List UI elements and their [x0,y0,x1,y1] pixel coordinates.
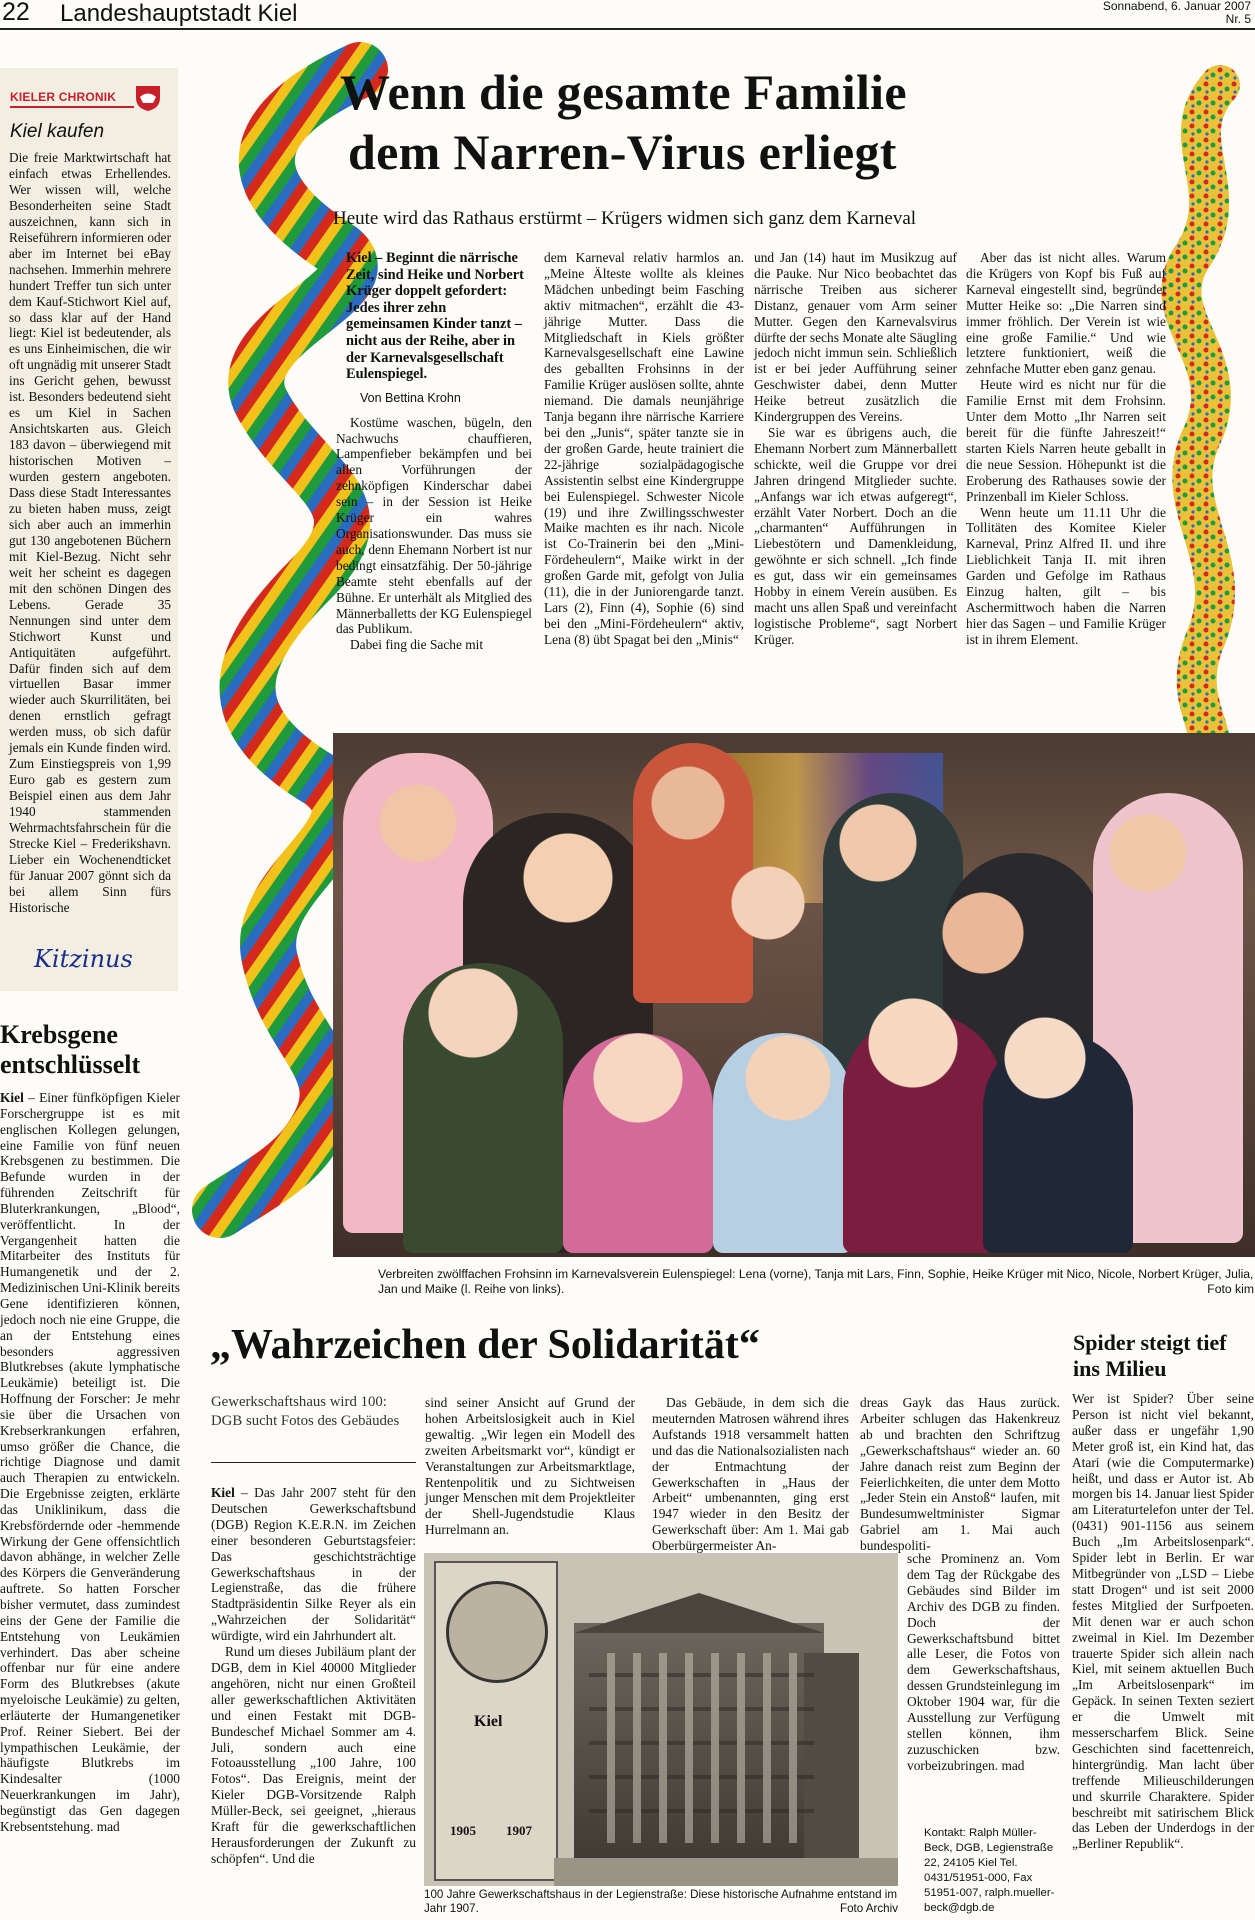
building-roof [574,1593,824,1633]
family-photo-caption-text: Verbreiten zwölffachen Frohsinn im Karnevalsverein Eulenspiegel: Lena (vorne), Tanja mit Lars, Finn, Sophie, Heike Krüger mit Nico, Nicole, Norbert Krüger, Julia, Jan und Maike (l. Reihe von links). [378,1267,1254,1296]
krebs-body-text: – Einer fünfköpfigen Kieler Forschergruppe ist es mit englischen Kollegen gelungen, eine Familie von fünf neuen Krebsgenen zu bestimmen. Die Befunde wurden in der führenden Zeitschrift für Bluterkrankungen, „Blood“, veröffentlicht. In der Vergangenheit hatten die Mitarbeiter des Instituts für Humangenetik und der 2. Medizinischen Uni-Klinik bereits Gene identifizieren können, jedoch noch nie eine Gruppe, die an der Entstehung eines besonders aggressiven Blutkrebses (akute lymphatische Leukämie) beteiligt ist. Die Hoffnung der Forscher: Je mehr sie über die Ursachen von Krebserkrankungen erfahren, umso größer die Chance, die richtige Diagnose und damit auch Therapien zu entwickeln. Die Ergebnisse zeigten, erklärte das Uniklinikum, dass die Krebsfördernde oder -hemmende Wirkung der Gene offensichtlich davon abhänge, in welcher Zelle des Körpers die Genveränderung auftrete. So hatten Forscher bisher vermutet, dass zumindest eins der Gene der Familie die Entstehung von Leukämien verhindert. Das aber scheine offenbar nur für eine andere Form des Blutkrebses (akute myeloische Leukämie) zu gelten, erläuterte der Humangenetiker Prof. Reiner Siebert. Bei der lympathischen Leukämie, der häufigste Blutkrebs im Kindesalter (1000 Neuerkrankungen im Jahr), begünstigt das Gen dagegen Krebsentstehung. mad [0,1090,180,1834]
dgb-lead-word: Kiel [211,1485,235,1500]
postcard-year-left: 1905 [450,1823,476,1838]
dgb-col4-p1: dreas Gayk das Haus zurück. Arbeiter schlugen das Hakenkreuz ab und brachten den Schriftzug „Gewerkschaftshaus“ wieder an. 60 Jahre danach reist zum Beginn der Feierlichkeiten, die unter dem Motto „Jeder Stein ein Anstoß“ laufen, mit Bundesumweltminister Sigmar Gabriel am 1. Mai auch bundespoliti- [860,1395,1060,1554]
main-lead: Kiel – Beginnt die närrische Zeit, sind Heike und Norbert Krüger doppelt gefordert: Jedes ihrer zehn gemeinsamen Kinder tanzt – nicht aus der Reihe, aber in der Karnevalsgesellschaft Eulenspiegel. [346,250,524,383]
header-rule [0,28,1255,30]
gewerkschaftshaus-credit: Foto Archiv [840,1902,898,1915]
confetti-ribbon-right [1160,80,1250,770]
family-photo-caption [378,1267,1254,1297]
chronik-logo [10,84,170,112]
main-subheadline: Heute wird das Rathaus erstürmt – Krügers widmen sich ganz dem Karneval [333,208,917,229]
main-byline: Von Bettina Krohn [360,390,461,405]
dgb-col1-p2: Rund um dieses Jubiläum plant der DGB, dem in Kiel 40000 Mitglieder angehören, nicht nur einen Großteil aller gewerkschaftlichen Aktivitäten und einen Festakt mit DGB-Bundeschef Michael Sommer am 4. Juli, sondern auch eine Fotoausstellung „100 Jahre, 100 Fotos“. Das Ereignis, meint der Kieler DGB-Vorsitzende Ralph Müller-Beck, sei geeignet, „hieraus Kraft für die gewerkschaftlichen Herausforderungen der Zukunft zu schöpfen“. Und die [211,1644,416,1866]
main-col4-p2: Heute wird es nicht nur für die Familie Ernst mit dem Frohsinn. Unter dem Motto „Ihr Narren seit bereit für die fünfte Jahreszeit!“ starten Kiels Narren heute geballt in die neue Session. Höhepunkt ist die Eroberung des Rathauses sowie der Prinzenball im Kieler Schloss. [966,377,1166,504]
family-photo-credit: Foto kim [1207,1282,1254,1296]
dgb-sub-rule [211,1462,416,1463]
dgb-col-3 [652,1395,849,1554]
spider-body: Wer ist Spider? Über seine Person ist nicht viel bekannt, außer dass er ungefähr 1,90 Meter groß ist, ein Kind hat, das Atari (wie die Computermarke) heißt, und dass er Autor ist. Ab morgen bis 14. Januar liest Spider am Literaturtelefon unter der Tel. (0431) 901-1156 aus seinem Buch „Im Arbeitslosenpark“. Spider lebt in Berlin. Er war Mitbegründer von „LSD – Liebe statt Drogen“ und ist seit 2000 festes Mitglied der Surfpoeten. Mit denen war er auch schon zweimal in Kiel. Im Dezember trauerte Spider sich allein nach Kiel, mit seinem aktuellen Buch „Im Arbeitslosenpark“ im Gepäck. In seinen Texten seziert er die Umwelt mit messerscharfem Blick. Seine Geschichten sind facettenreich, hintergründig. Man lacht über treffende Milieuschilderungen und skurrile Charaktere. Spider beschreibt mit satirischem Blick das Leben der Underdogs in der „Berliner Republik“. [1072,1391,1254,1852]
main-col-3 [754,250,957,720]
chronik-title: Kiel kaufen [10,121,105,142]
chronik-body: Die freie Marktwirtschaft hat einfach etwas Erhellendes. Wer wissen will, welche Besonderheiten seine Stadt auszeichnen, kann sich in Reiseführern informieren oder aber im Internet bei eBay nachsehen. Immerhin mehrere hundert Treffer tun sich unter dem Kauf-Stichwort Kiel auf, so dass klar auf der Hand liegt: Kiel ist bedeutender, als es uns Einheimischen, die wir oft ungnädig mit unserer Stadt ins Gericht gehen, bewusst ist. Besonders bedeutend sieht es um Kiel in Sachen Ansichtskarten aus. Gleich 183 davon – überwiegend mit historischen Motiven – wurden gestern angeboten. Dass diese Stadt Interessantes zu bieten haben muss, zeigt sich aber auch an immerhin gut 130 angebotenen Büchern mit Kiel-Bezug. Nicht sehr weit her scheint es dagegen mit den schönen Dingen des Lebens. Gerade 35 Nennungen sind unter dem Stichwort Kunst und Antiquitäten aufgeführt. Dafür finden sich auf dem virtuellen Basar immer wieder auch Skurrilitäten, bei denen ernstlich gefragt werden muss, ob sich dafür jemals ein Kunde finden wird. Zum Einstiegspreis von 1,99 Euro gab es gestern zum Beispiel einen aus dem Jahr 1940 stammenden Wehrmachtsfahrschein für die Strecke Kiel – Frederikshavn. Lieber ein Wochenendticket für Januar 2007 gönnt sich da bei allem Sinn fürs Historische [9,150,171,915]
postcard-label: Kiel [474,1713,503,1730]
dgb-headline: „Wahrzeichen der Solidarität“ [210,1322,760,1368]
chronik-logo-text: KIELER CHRONIK [10,90,117,104]
main-col-4 [966,250,1166,720]
gewerkschaftshaus-caption [424,1888,898,1916]
krebs-headline: Krebsgene entschlüsselt [0,1020,141,1079]
postcard-year-right: 1907 [506,1823,532,1838]
section-title: Landeshauptstadt Kiel [60,0,298,27]
page-number: 22 [2,0,30,26]
main-col4-p3: Wenn heute um 11.11 Uhr die Tollitäten des Komitee Kieler Karneval, Prinz Alfred II. und ihre Lieblichkeit Tanja II. mit ihren Garden und Gefolge im Rathaus Einzug halten, gilt – bis Aschermittwoch haben die Narren hier das Sagen – und Familie Krüger ist in ihrem Element. [966,504,1166,647]
main-col2-p1: dem Karneval relativ harmlos an. „Meine Älteste wollte als kleines Mädchen unbedingt beim Fasching aktiv mitmachen“, erzählt die 43-jährige Mutter. Dass die Mitgliedschaft in Kiels größter Karnevalsgesellschaft eine Lawine des geballten Frohsinns in der Familie Krüger auslösen sollte, ahnte niemand. Die damals neunjährige Tanja begann ihre närrische Karriere bei den „Junis“, später tanzte sie in der großen Garde, heute trainiert die 22-jährige sozialpädagogische Assistentin selbst eine Kindergruppe bei Eulenspiegel. Schwester Nicole (19) und ihre Zwillingsschwester Maike machten es ihr nach. Nicole ist Co-Trainerin bei den „Mini-Fördeheulern“, Maike wirkt in der großen Garde mit, gefolgt von Julia (11), die in der Juniorengarde tanzt. Lars (2), Finn (4), Sophie (6) sind bei den „Mini-Fördeheulern“ aktiv, Lena (8) übt Spagat bei den „Minis“ [544,250,744,647]
family-photo [333,733,1255,1257]
chronik-logo-line [10,106,134,108]
dgb-contact: Kontakt: Ralph Müller-Beck, DGB, Legienstraße 22, 24105 Kiel Tel. 0431/51951-000, Fax 51951-007, ralph.mueller-beck@dgb.de [924,1827,1055,1914]
dgb-col-4-side [907,1551,1060,1821]
main-headline [340,62,1130,182]
postcard-emblem [446,1581,548,1683]
issue-date: Sonnabend, 6. Januar 2007 [1102,0,1251,13]
krebs-lead-word: Kiel [0,1090,24,1105]
dgb-subheadline: Gewerkschaftshaus wird 100: DGB sucht Fotos des Gebäudes [211,1394,400,1429]
dgb-col-1 [211,1485,416,1918]
gewerkschaftshaus-photo [424,1553,898,1886]
kiel-crest-icon [134,84,162,112]
main-col4-p1: Aber das ist nicht alles. Warum die Krügers von Kopf bis Fuß auf Karneval eingestellt sind, begründet Mutter Heike so: „Die Narren sind immer fröhlich. Der Verein ist wie eine große Familie.“ Und wie letztere funktioniert, weiß die zehnfache Mutter eben ganz genau. [966,250,1166,377]
main-col3-p2: Sie war es übrigens auch, die Ehemann Norbert zum Männerballett schickte, weil die Gruppe vor drei Jahren dringend Mitglieder suchte. „Anfangs war ich etwas aufgeregt“, erzählt Vater Norbert. Doch an die „charmanten“ Aufführungen in Liebestötern und Damenkleidung, gewöhnte er sich schnell. „Ich finde es gut, dass wir ein gemeinsames Hobby in einem Verein ausüben. Es macht uns allen Spaß und vereinfacht logistische Probleme“, sagt Norbert Krüger. [754,424,957,647]
dgb-col1-text: – Das Jahr 2007 steht für den Deutschen Gewerkschaftsbund (DGB) Region K.E.R.N. im Zeichen einer besonderen Geburtstagsfeier: Das geschichtsträchtige Gewerkschaftshaus in der Legienstraße, das die frühere Stadtpräsidentin Silke Reyer als ein „Wahrzeichen der Solidarität“ würdigte, wird ein Jahrhundert alt. [211,1485,416,1644]
main-col3-p1: und Jan (14) haut im Musikzug auf die Pauke. Nur Nico beobachtet das närrische Treiben aus sicherer Distanz, genauer vom Arm seiner Mutter. Gegen den Karnevalsvirus dürfte der sechs Monate alte Säugling jedoch nicht immun sein. Schließlich ist er bei jeder Aufführung seiner Geschwister dabei, denn Mutter Heike betreut zusätzlich die Kindergruppen des Vereins. [754,250,957,425]
spider-headline: Spider steigt tief ins Milieu [1073,1330,1227,1381]
krebs-body [0,1090,180,1918]
dgb-col2-p1: sind seiner Ansicht auf Grund der hohen Arbeitslosigkeit auch in Kiel gewaltig. „Wir legen ein Modell des zweiten Arbeitsmarkt vor“, kündigt er Veranstaltungen zur Arbeitsmarktlage, Rentenpolitik und zu Sichtweisen junger Menschen mit dem Projektleiter der Shell-Jugendstudie Klaus Hurrelmann an. [425,1395,635,1538]
building-windows [589,1653,814,1843]
dgb-col3-p1: Das Gebäude, in dem sich die meuternden Matrosen während ihres Aufstands 1918 versammelt hatten und das die Nationalsozialisten nach der Entmachtung der Gewerkschaften in „Haus der Arbeit“ umbenannten, ging erst 1947 wieder in den Besitz der Gewerkschaft über: Am 1. Mai gab Oberbürgermeister An- [652,1395,849,1554]
main-col-1 [336,250,532,720]
main-headline-line2: dem Narren-Virus erliegt [348,124,897,180]
street [554,1858,898,1886]
main-headline-line1: Wenn die gesamte Familie [340,64,907,120]
issue-number: Nr. 5 [1225,12,1251,26]
main-col1-p1: Kostüme waschen, bügeln, den Nachwuchs chauffieren, Lampenfieber bekämpfen und bei allen Vorführungen der zehnköpfigen Kinderschar dabei sein – in der Session ist Heike Krüger ein wahres Organisationswunder. Das muss sie auch, denn Ehemann Norbert ist nur bedingt einsatzfähig. Der 50-jährige Beamte steht ebenfalls auf der Bühne. Er unterhält als Mitglied des Männerballetts der KG Eulenspiegel das Publikum. [336,414,532,637]
dgb-col-2 [425,1395,635,1545]
dgb-col4-p2: sche Prominenz an. Vom dem Tag der Rückgabe des Gebäudes sind Bilder im Archiv des DGB zu finden. Doch der Gewerkschaftsbund bittet alle Leser, die Fotos von dem Gewerkschaftshaus, dessen Grundsteinlegung im Oktober 1904 war, für die Ausstellung zur Verfügung stellen können, ihm zuzuschicken bzw. vorbeizubringen. mad [907,1551,1060,1773]
gewerkschaftshaus-caption-text: 100 Jahre Gewerkschaftshaus in der Legienstraße: Diese historische Aufnahme entstand im Jahr 1907. [424,1888,898,1915]
photo-faces [333,733,1255,1257]
main-col-2 [544,250,744,720]
chronik-signature: Kitzinus [34,945,133,973]
main-col1-p2: Dabei fing die Sache mit [350,637,484,653]
dgb-col1-p1 [211,1485,416,1644]
dgb-col-4-top [860,1395,1060,1554]
